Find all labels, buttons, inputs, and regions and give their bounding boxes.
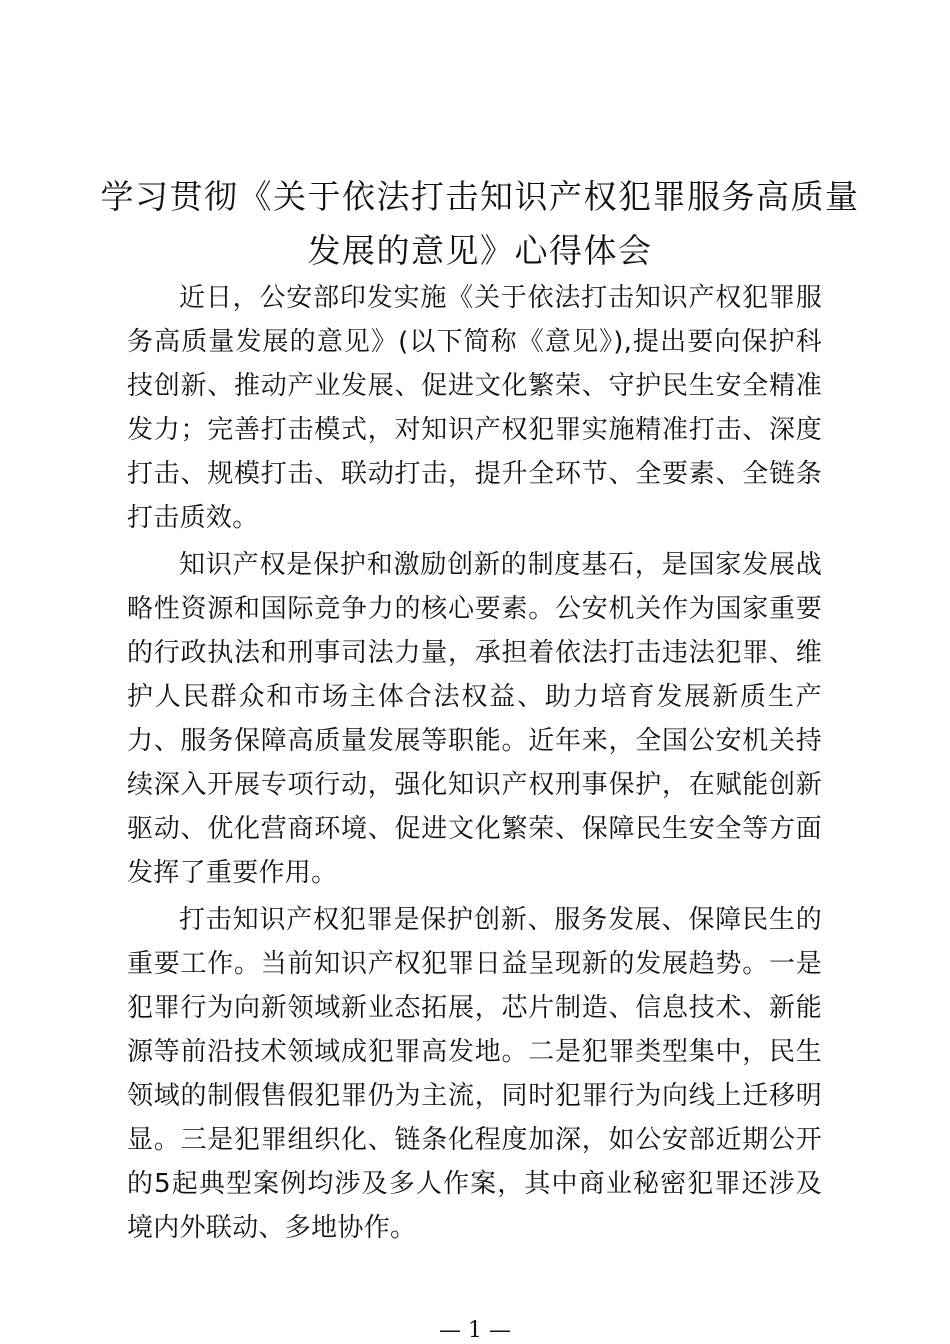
page-number: — 1 — xyxy=(439,1318,511,1343)
paragraph-1: 近日，公安部印发实施《关于依法打击知识产权犯罪服务高质量发展的意见》(以下简称《意见》),提出要向保护科技创新、推动产业发展、促进文化繁荣、守护民生安全精准发力；完善打击模式，对知识产权犯罪实施精准打击、深度打击、规模打击、联动打击，提升全环节、全要素、全链条打击质效。 xyxy=(127,283,822,533)
document-body xyxy=(127,276,822,1253)
paragraph-2: 知识产权是保护和激励创新的制度基石，是国家发展战略性资源和国际竞争力的核心要素。公安机关作为国家重要的行政执法和刑事司法力量，承担着依法打击违法犯罪、维护人民群众和市场主体合法权益、助力培育发展新质生产力、服务保障高质量发展等职能。近年来，全国公安机关持续深入开展专项行动，强化知识产权刑事保护，在赋能创新驱动、优化营商环境、促进文化繁荣、保障民生安全等方面发挥了重要作用。 xyxy=(127,550,822,888)
document-title: 学习贯彻《关于依法打击知识产权犯罪服务高质量发展的意见》心得体会 xyxy=(100,177,860,270)
paragraph-3: 打击知识产权犯罪是保护创新、服务发展、保障民生的重要工作。当前知识产权犯罪日益呈现新的发展趋势。一是犯罪行为向新领域新业态拓展，芯片制造、信息技术、新能源等前沿技术领域成犯罪高发地。二是犯罪类型集中，民生领域的制假售假犯罪仍为主流，同时犯罪行为向线上迁移明显。三是犯罪组织化、链条化程度加深，如公安部近期公开的5起典型案例均涉及多人作案，其中商业秘密犯罪还涉及境内外联动、多地协作。 xyxy=(127,905,822,1243)
